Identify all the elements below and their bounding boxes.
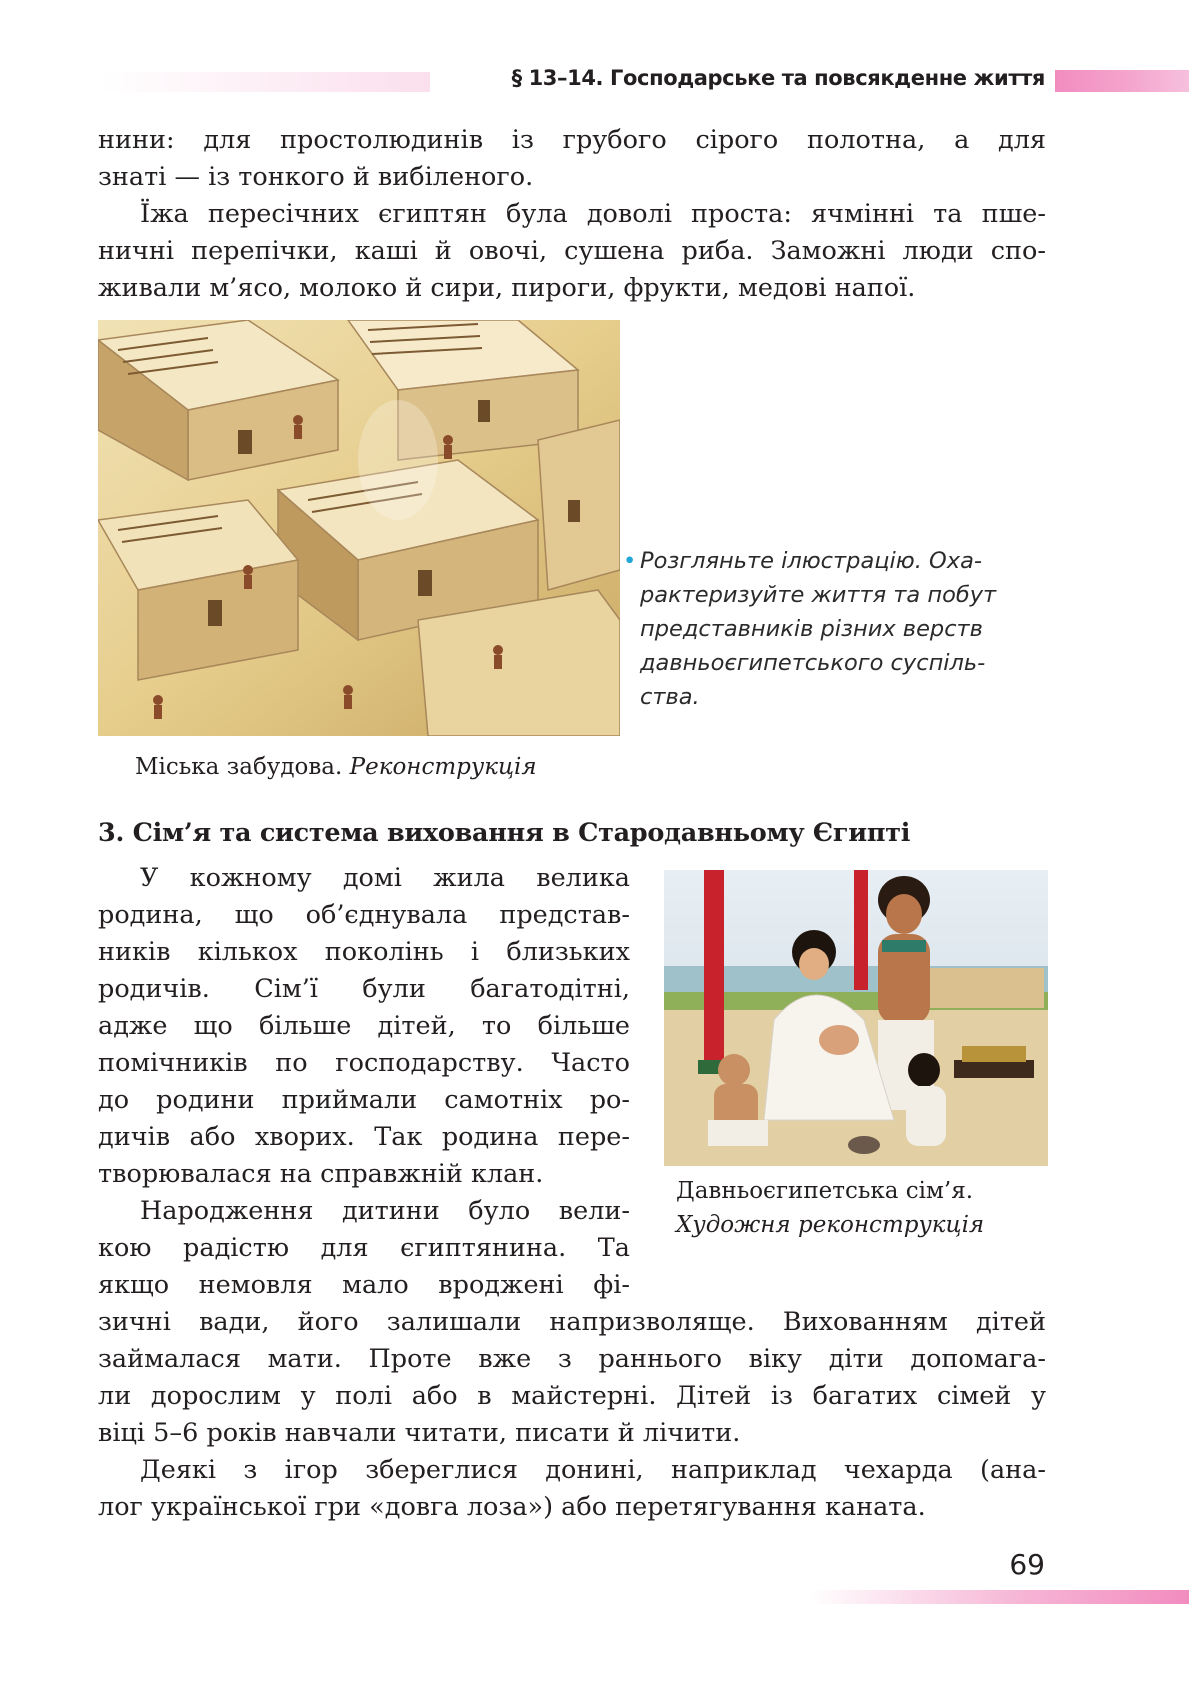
family-paragraph (98, 860, 630, 1193)
family-caption (676, 1174, 984, 1242)
text-line: представників різних верств (640, 616, 983, 642)
intro-paragraph (98, 122, 1046, 196)
birth-paragraph-wide (98, 1304, 1046, 1452)
text-line: ли дорослим у полі або в майстерні. Дітей із багатих сімей у (98, 1381, 1046, 1411)
text-line: давньоєгипетського суспіль- (640, 650, 986, 676)
header-band-left (100, 72, 430, 92)
text-line: адже що більше дітей, то більше (98, 1011, 630, 1041)
food-paragraph (98, 196, 1046, 307)
page-number: 69 (1009, 1548, 1045, 1581)
text-line: ничні перепічки, каші й овочі, сушена риба. Заможні люди спо- (98, 236, 1046, 266)
text-line: живали м’ясо, молоко й сири, пироги, фрукти, медові напої. (98, 273, 916, 303)
caption-line: Давньоєгипетська сім’я. (676, 1178, 974, 1204)
text-line: рактеризуйте життя та побут (640, 582, 997, 608)
games-paragraph (98, 1452, 1046, 1526)
caption-italic: Художня реконструкція (676, 1212, 985, 1238)
text-line: нини: для простолюдинів із грубого сірого полотна, а для (98, 125, 1046, 155)
caption-text: Міська забудова. (135, 754, 350, 780)
city-reconstruction-illustration (98, 320, 620, 736)
bullet-icon: • (623, 548, 637, 574)
text-line: Розгляньте ілюстрацію. Оха- (640, 548, 982, 574)
text-line: зичні вади, його залишали напризволяще. Вихованням дітей (98, 1307, 1046, 1337)
caption-italic: Реконструкція (349, 754, 537, 780)
text-line: Їжа пересічних єгиптян була доволі проста: ячмінні та пше- (140, 199, 1046, 229)
text-line: віці 5–6 років навчали читати, писати й лічити. (98, 1418, 741, 1448)
birth-paragraph-narrow (98, 1193, 630, 1304)
task-prompt (623, 544, 1050, 714)
text-line: Народження дитини було вели- (140, 1196, 630, 1226)
text-line: ників кількох поколінь і близьких (98, 937, 630, 967)
text-line: помічників по господарству. Часто (98, 1048, 630, 1078)
header-band-right (1055, 70, 1189, 92)
text-line: творювалася на справжній клан. (98, 1159, 544, 1189)
text-line: родина, що об’єднувала представ- (98, 900, 630, 930)
text-line: якщо немовля мало вроджені фі- (98, 1270, 630, 1300)
text-line: Деякі з ігор збереглися донині, наприклад чехарда (ана- (140, 1455, 1046, 1485)
text-line: У кожному домі жила велика (140, 863, 630, 893)
text-line: до родини приймали самотніх ро- (98, 1085, 630, 1115)
section-header: § 13–14. Господарське та повсякденне життя (511, 66, 1045, 90)
section-heading: 3. Сім’я та система виховання в Стародавньому Єгипті (98, 818, 911, 848)
city-caption (135, 750, 537, 784)
footer-band (810, 1590, 1189, 1604)
text-line: родичів. Сім’ї були багатодітні, (98, 974, 630, 1004)
text-line: лог української гри «довга лоза») або перетягування каната. (98, 1492, 926, 1522)
text-line: кою радістю для єгиптянина. Та (98, 1233, 630, 1263)
text-line: займалася мати. Проте вже з раннього віку діти допомага- (98, 1344, 1046, 1374)
family-reconstruction-illustration (664, 870, 1048, 1166)
text-line: ства. (640, 684, 700, 710)
text-line: дичів або хворих. Так родина пере- (98, 1122, 630, 1152)
text-line: знаті — із тонкого й вибіленого. (98, 162, 534, 192)
